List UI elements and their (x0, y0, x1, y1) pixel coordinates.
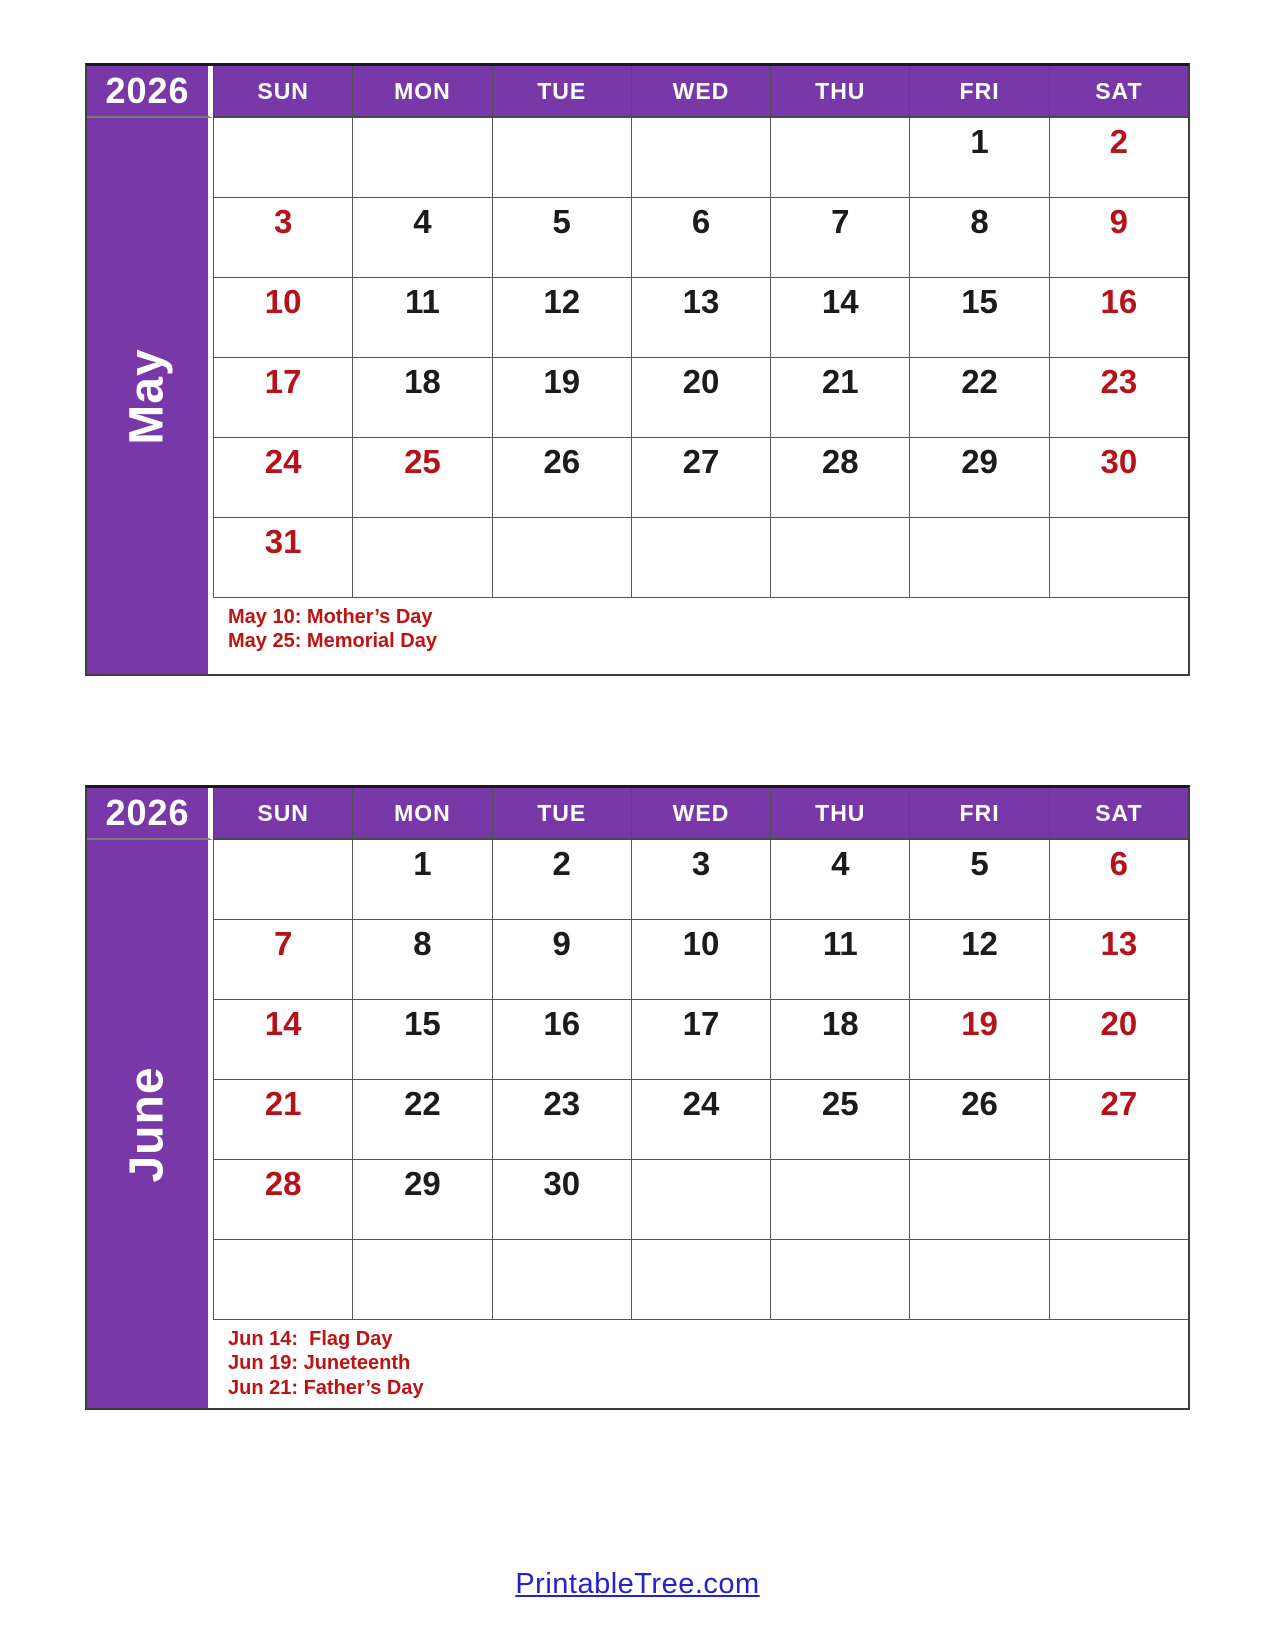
weekday-header-mon: MON (352, 788, 491, 840)
day-cell-may-28: 28 (770, 438, 909, 518)
day-cell-empty (631, 518, 770, 598)
day-cell-may-6: 6 (631, 198, 770, 278)
calendar-june-2026 (85, 785, 1190, 1410)
day-cell-empty (909, 1160, 1048, 1240)
day-cell-may-26: 26 (492, 438, 631, 518)
weekday-header-mon: MON (352, 66, 491, 118)
day-cell-may-10: 10 (213, 278, 352, 358)
weekday-header-wed: WED (631, 788, 770, 840)
day-cell-may-15: 15 (909, 278, 1048, 358)
day-cell-may-8: 8 (909, 198, 1048, 278)
holiday-note: Jun 14: Flag Day (228, 1328, 393, 1350)
day-cell-june-24: 24 (631, 1080, 770, 1160)
holiday-note: Jun 19: Juneteenth (228, 1352, 411, 1375)
day-cell-empty (909, 1240, 1048, 1320)
day-cell-may-5: 5 (492, 198, 631, 278)
day-cell-empty (213, 118, 352, 198)
day-cell-june-21: 21 (213, 1080, 352, 1160)
month-label-vertical: June (121, 1065, 174, 1183)
day-cell-may-3: 3 (213, 198, 352, 278)
day-cell-june-28: 28 (213, 1160, 352, 1240)
weekday-header-thu: THU (770, 788, 909, 840)
day-cell-june-17: 17 (631, 1000, 770, 1080)
day-cell-may-16: 16 (1049, 278, 1188, 358)
weekday-header-sat: SAT (1049, 66, 1188, 118)
day-cell-empty (352, 1240, 491, 1320)
day-cell-june-2: 2 (492, 840, 631, 920)
day-cell-june-25: 25 (770, 1080, 909, 1160)
day-cell-empty (492, 118, 631, 198)
weekday-header-sun: SUN (213, 788, 352, 840)
day-cell-may-18: 18 (352, 358, 491, 438)
day-cell-empty (770, 1240, 909, 1320)
day-cell-june-23: 23 (492, 1080, 631, 1160)
day-cell-empty (213, 1240, 352, 1320)
day-cell-june-27: 27 (1049, 1080, 1188, 1160)
calendar-grid (87, 66, 1188, 674)
day-cell-june-18: 18 (770, 1000, 909, 1080)
day-cell-empty (631, 118, 770, 198)
day-cell-may-19: 19 (492, 358, 631, 438)
day-cell-june-12: 12 (909, 920, 1048, 1000)
calendar-may-2026 (85, 63, 1190, 676)
day-cell-june-13: 13 (1049, 920, 1188, 1000)
day-cell-june-11: 11 (770, 920, 909, 1000)
day-cell-may-12: 12 (492, 278, 631, 358)
weekday-header-tue: TUE (492, 788, 631, 840)
day-cell-may-24: 24 (213, 438, 352, 518)
holiday-note: Jun 21: Father’s Day (228, 1376, 424, 1399)
day-cell-june-5: 5 (909, 840, 1048, 920)
day-cell-may-23: 23 (1049, 358, 1188, 438)
day-cell-june-1: 1 (352, 840, 491, 920)
month-strip (87, 118, 213, 674)
day-cell-june-10: 10 (631, 920, 770, 1000)
day-cell-may-4: 4 (352, 198, 491, 278)
day-cell-may-21: 21 (770, 358, 909, 438)
day-cell-may-2: 2 (1049, 118, 1188, 198)
day-cell-june-26: 26 (909, 1080, 1048, 1160)
day-cell-june-15: 15 (352, 1000, 491, 1080)
day-cell-empty (770, 118, 909, 198)
day-cell-empty (1049, 1240, 1188, 1320)
day-cell-may-29: 29 (909, 438, 1048, 518)
day-cell-empty (631, 1240, 770, 1320)
weekday-header-tue: TUE (492, 66, 631, 118)
day-cell-empty (352, 118, 491, 198)
calendar-grid (87, 788, 1188, 1408)
day-cell-empty (352, 518, 491, 598)
weekday-header-sun: SUN (213, 66, 352, 118)
day-cell-june-30: 30 (492, 1160, 631, 1240)
day-cell-may-17: 17 (213, 358, 352, 438)
year-label: 2026 (87, 66, 213, 118)
holiday-notes (213, 598, 1188, 674)
day-cell-may-25: 25 (352, 438, 491, 518)
day-cell-may-13: 13 (631, 278, 770, 358)
day-cell-may-30: 30 (1049, 438, 1188, 518)
day-cell-june-22: 22 (352, 1080, 491, 1160)
weekday-header-fri: FRI (909, 66, 1048, 118)
day-cell-may-22: 22 (909, 358, 1048, 438)
day-cell-june-6: 6 (1049, 840, 1188, 920)
day-cell-june-16: 16 (492, 1000, 631, 1080)
day-cell-june-7: 7 (213, 920, 352, 1000)
day-cell-june-20: 20 (1049, 1000, 1188, 1080)
day-cell-empty (770, 518, 909, 598)
weekday-header-wed: WED (631, 66, 770, 118)
month-strip (87, 840, 213, 1408)
day-cell-june-19: 19 (909, 1000, 1048, 1080)
holiday-note: May 10: Mother’s Day (228, 606, 433, 628)
day-cell-may-20: 20 (631, 358, 770, 438)
day-cell-june-4: 4 (770, 840, 909, 920)
holiday-notes (213, 1320, 1188, 1408)
day-cell-empty (770, 1160, 909, 1240)
day-cell-may-27: 27 (631, 438, 770, 518)
day-cell-june-29: 29 (352, 1160, 491, 1240)
month-label-vertical: May (121, 347, 174, 445)
day-cell-june-8: 8 (352, 920, 491, 1000)
footer (0, 1568, 1275, 1601)
day-cell-may-11: 11 (352, 278, 491, 358)
day-cell-may-31: 31 (213, 518, 352, 598)
day-cell-empty (492, 1240, 631, 1320)
day-cell-june-14: 14 (213, 1000, 352, 1080)
day-cell-may-14: 14 (770, 278, 909, 358)
day-cell-may-1: 1 (909, 118, 1048, 198)
day-cell-empty (631, 1160, 770, 1240)
day-cell-empty (492, 518, 631, 598)
year-label: 2026 (87, 788, 213, 840)
day-cell-empty (1049, 518, 1188, 598)
weekday-header-thu: THU (770, 66, 909, 118)
weekday-header-sat: SAT (1049, 788, 1188, 840)
holiday-note: May 25: Memorial Day (228, 630, 437, 653)
day-cell-empty (909, 518, 1048, 598)
weekday-header-fri: FRI (909, 788, 1048, 840)
printabletree-link[interactable]: PrintableTree.com (515, 1568, 760, 1600)
day-cell-empty (213, 840, 352, 920)
day-cell-june-9: 9 (492, 920, 631, 1000)
day-cell-may-9: 9 (1049, 198, 1188, 278)
day-cell-june-3: 3 (631, 840, 770, 920)
day-cell-may-7: 7 (770, 198, 909, 278)
day-cell-empty (1049, 1160, 1188, 1240)
